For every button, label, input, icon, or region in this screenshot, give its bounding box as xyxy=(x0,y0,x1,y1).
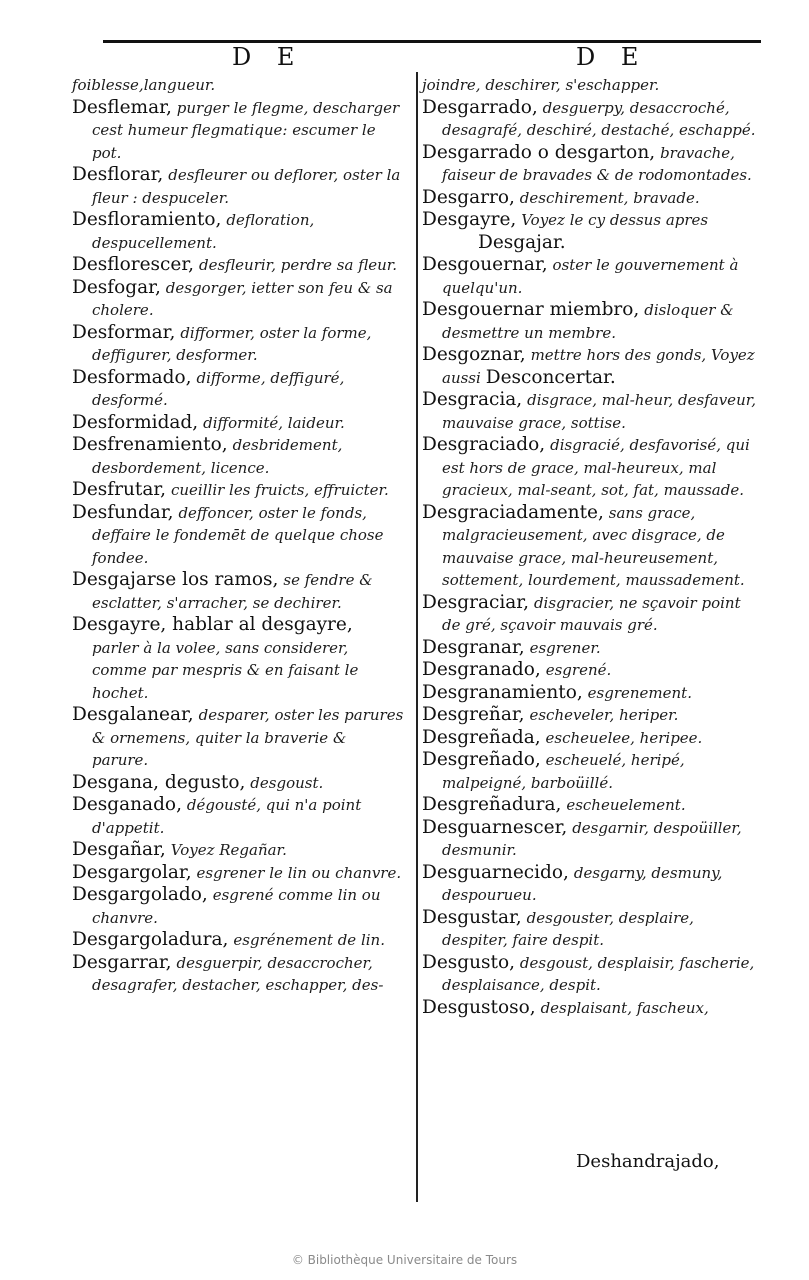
entry-definition: disloquer & desmettre un membre. xyxy=(442,301,734,342)
entry-definition: parler à la volee, sans considerer, comme par mespris & en faisant le hochet. xyxy=(92,638,359,702)
dictionary-entry xyxy=(422,254,760,299)
entry-headword: Desgarro, xyxy=(422,186,515,208)
entry-headword: Desgranamiento, xyxy=(422,681,583,703)
entry-headword: Desgana, degusto, xyxy=(72,771,246,793)
dictionary-entry xyxy=(72,704,404,772)
dictionary-entry xyxy=(422,592,760,637)
entry-definition: desparer, oster les parures & ornemens, quiter la braverie & parure. xyxy=(92,706,404,769)
entry-cross-reference: Desconcertar. xyxy=(485,366,616,388)
entry-cross-reference: Desgajar. xyxy=(478,231,566,253)
entry-definition: esgrenement. xyxy=(587,683,692,702)
dictionary-entry xyxy=(72,479,404,502)
entry-headword: Desgranar, xyxy=(422,636,525,658)
entry-headword: Desflorar, xyxy=(72,164,164,185)
dictionary-entry xyxy=(72,952,404,997)
entry-definition: difformer, oster la forme, deffigurer, desformer. xyxy=(92,323,372,364)
dictionary-entry xyxy=(422,209,760,254)
dictionary-entry xyxy=(422,344,760,389)
dictionary-entry xyxy=(72,794,404,839)
entry-headword: Desgouernar, xyxy=(422,254,548,275)
entry-headword: Desfrutar, xyxy=(72,479,167,500)
entry-definition: escheuelee, heripee. xyxy=(545,728,703,747)
entry-headword: Desganado, xyxy=(72,794,182,815)
dictionary-entry xyxy=(72,772,404,795)
entry-headword: Desgayre, xyxy=(422,209,517,230)
entry-definition: desplaisant, fascheux, xyxy=(540,998,709,1017)
dictionary-entry xyxy=(422,704,760,727)
entry-definition: deffoncer, oster le fonds, deffaire le fondemēt de quelque chose fondee. xyxy=(92,503,384,567)
entry-definition: difforme, deffiguré, desformé. xyxy=(92,368,345,409)
entry-definition: desgarnir, despoüiller, desmunir. xyxy=(442,818,742,859)
entry-definition: se fendre & esclatter, s'arracher, se dechirer. xyxy=(92,571,373,612)
entry-headword: Desgreñado, xyxy=(422,749,541,770)
entry-headword: Desgañar, xyxy=(72,839,166,860)
entry-definition: foiblesse,langueur. xyxy=(72,76,216,94)
entry-headword: Desgarrado o desgarton, xyxy=(422,141,656,163)
entry-headword: Desgayre, hablar al desgayre, xyxy=(72,614,353,635)
entry-definition: Voyez le cy dessus apres xyxy=(521,211,709,229)
entry-headword: Desgouernar miembro, xyxy=(422,299,640,320)
entry-headword: Desfrenamiento, xyxy=(72,434,228,455)
dictionary-entry xyxy=(422,434,760,502)
entry-definition: deschirement, bravade. xyxy=(519,188,700,207)
entry-headword: Desgraciar, xyxy=(422,591,529,613)
header-rule xyxy=(103,40,761,43)
dictionary-entry xyxy=(422,997,760,1020)
entry-headword: Desgargolado, xyxy=(72,884,208,905)
entry-headword: Desgreñada, xyxy=(422,726,541,748)
entry-definition: desgoust. xyxy=(250,773,324,792)
entry-headword: Desfogar, xyxy=(72,276,161,298)
dictionary-entry xyxy=(72,322,404,367)
entry-headword: Desgreñar, xyxy=(422,704,525,725)
entry-definition: esgrener le lin ou chanvre. xyxy=(196,863,402,882)
entry-definition: mettre hors des gonds, Voyez aussi xyxy=(442,346,755,387)
entry-headword: Desgarrar, xyxy=(72,951,172,973)
running-head-left: D E xyxy=(232,43,304,71)
entry-definition: difformité, laideur. xyxy=(203,413,345,432)
dictionary-entry xyxy=(72,569,404,614)
entry-headword: Desguarnescer, xyxy=(422,816,568,838)
right-column xyxy=(422,74,760,1019)
entry-definition: disgracier, ne sçavoir point de gré, sçavoir mauvais gré. xyxy=(442,593,741,634)
entry-definition: desgarny, desmuny, despourueu. xyxy=(442,863,723,904)
entry-definition: escheuelé, heripé, malpeigné, barboüillé. xyxy=(442,751,685,792)
entry-definition: cueillir les fruicts, effruicter. xyxy=(170,481,389,499)
entry-definition: desguerpy, desaccroché, desagrafé, deschiré, destaché, eschappé. xyxy=(442,98,756,139)
entry-headword: Desgarrado, xyxy=(422,96,538,118)
dictionary-entry xyxy=(422,907,760,952)
left-column xyxy=(72,74,404,997)
dictionary-entry xyxy=(72,884,404,929)
entry-headword: Desfundar, xyxy=(72,501,174,523)
dictionary-entry xyxy=(72,209,404,254)
entry-definition: desguerpir, desaccrocher, desagrafer, destacher, eschapper, des- xyxy=(92,953,384,994)
entry-headword: Desgajarse los ramos, xyxy=(72,569,279,590)
catchword: Deshandrajado, xyxy=(576,1151,720,1172)
dictionary-entry xyxy=(72,502,404,570)
entry-headword: Desflorescer, xyxy=(72,254,195,275)
entry-definition: desgoust, desplaisir, fascherie, desplaisance, despit. xyxy=(442,953,755,994)
dictionary-entry xyxy=(422,74,760,97)
entry-headword: Desgusto, xyxy=(422,951,515,973)
entry-definition: esgrénement de lin. xyxy=(233,931,385,949)
dictionary-entry xyxy=(422,727,760,750)
entry-headword: Desfloramiento, xyxy=(72,209,222,230)
entry-definition: desgouster, desplaire, despiter, faire despit. xyxy=(442,908,694,949)
dictionary-entry xyxy=(422,97,760,142)
entry-definition: dégousté, qui n'a point d'appetit. xyxy=(92,796,362,837)
dictionary-entry xyxy=(422,952,760,997)
entry-headword: Desformado, xyxy=(72,366,192,388)
dictionary-entry xyxy=(422,187,760,210)
entry-definition: purger le flegme, descharger cest humeur flegmatique: escumer le pot. xyxy=(92,98,400,162)
entry-headword: Desguarnecido, xyxy=(422,861,569,883)
dictionary-entry xyxy=(72,862,404,885)
dictionary-entry xyxy=(72,434,404,479)
entry-definition: disgrace, mal-heur, desfaveur, mauvaise grace, sottise. xyxy=(442,391,757,432)
entry-headword: Desgalanear, xyxy=(72,704,194,725)
entry-definition: desfleurer ou deflorer, oster la fleur : despuceler. xyxy=(92,166,401,207)
dictionary-entry xyxy=(72,929,404,952)
dictionary-entry xyxy=(72,277,404,322)
dictionary-entry xyxy=(72,97,404,165)
entry-headword: Desgraciado, xyxy=(422,434,546,455)
entry-headword: Desgustar, xyxy=(422,906,522,928)
entry-headword: Desgraciadamente, xyxy=(422,501,604,523)
entry-definition: oster le gouvernement à quelqu'un. xyxy=(442,256,739,297)
entry-headword: Desformar, xyxy=(72,321,176,343)
dictionary-entry xyxy=(422,659,760,682)
entry-headword: Desgoznar, xyxy=(422,344,526,365)
column-divider xyxy=(416,72,418,1202)
entry-definition: escheuelement. xyxy=(566,796,686,814)
dictionary-entry xyxy=(422,637,760,660)
entry-definition: desgorger, ietter son feu & sa cholere. xyxy=(92,278,393,319)
entry-definition: esgrené. xyxy=(545,661,612,679)
copyright-notice: © Bibliothèque Universitaire de Tours xyxy=(291,1253,518,1267)
running-head-right: D E xyxy=(576,43,648,71)
entry-headword: Desgreñadura, xyxy=(422,794,562,815)
entry-definition: desbridement, desbordement, licence. xyxy=(92,436,343,477)
entry-definition: joindre, deschirer, s'eschapper. xyxy=(422,76,660,94)
dictionary-entry xyxy=(72,254,404,277)
entry-headword: Desgranado, xyxy=(422,659,541,680)
entry-definition: desfleurir, perdre sa fleur. xyxy=(198,256,398,274)
entry-headword: Desgargoladura, xyxy=(72,929,229,950)
dictionary-entry xyxy=(72,614,404,704)
entry-headword: Desgracia, xyxy=(422,389,523,410)
entry-definition: sans grace, malgracieusement, avec disgrace, de mauvaise grace, mal-heureusement, sottement, lourdement, maussadement. xyxy=(442,503,745,589)
entry-headword: Desgustoso, xyxy=(422,996,536,1018)
entry-definition: disgracié, desfavorisé, qui est hors de grace, mal-heureux, mal gracieux, mal-seant, sot, fat, maussade. xyxy=(442,436,750,499)
dictionary-entry xyxy=(422,142,760,187)
dictionary-entry xyxy=(422,749,760,794)
dictionary-entry xyxy=(422,299,760,344)
dictionary-entry xyxy=(72,74,404,97)
entry-definition: defloration, despucellement. xyxy=(92,211,315,252)
dictionary-entry xyxy=(422,794,760,817)
dictionary-entry xyxy=(422,502,760,592)
entry-definition: esgrener. xyxy=(529,638,601,657)
dictionary-entry xyxy=(422,862,760,907)
entry-headword: Desformidad, xyxy=(72,411,199,433)
dictionary-entry xyxy=(422,817,760,862)
entry-definition: bravache, faiseur de bravades & de rodomontades. xyxy=(442,143,752,184)
dictionary-entry xyxy=(72,164,404,209)
entry-headword: Desgargolar, xyxy=(72,861,192,883)
dictionary-entry xyxy=(422,389,760,434)
dictionary-entry xyxy=(72,367,404,412)
dictionary-entry xyxy=(422,682,760,705)
dictionary-entry xyxy=(72,839,404,862)
entry-definition: escheveler, heriper. xyxy=(529,706,679,724)
entry-definition: Voyez Regañar. xyxy=(170,841,287,859)
entry-definition: esgrené comme lin ou chanvre. xyxy=(92,886,381,927)
dictionary-entry xyxy=(72,412,404,435)
entry-headword: Desflemar, xyxy=(72,96,172,118)
